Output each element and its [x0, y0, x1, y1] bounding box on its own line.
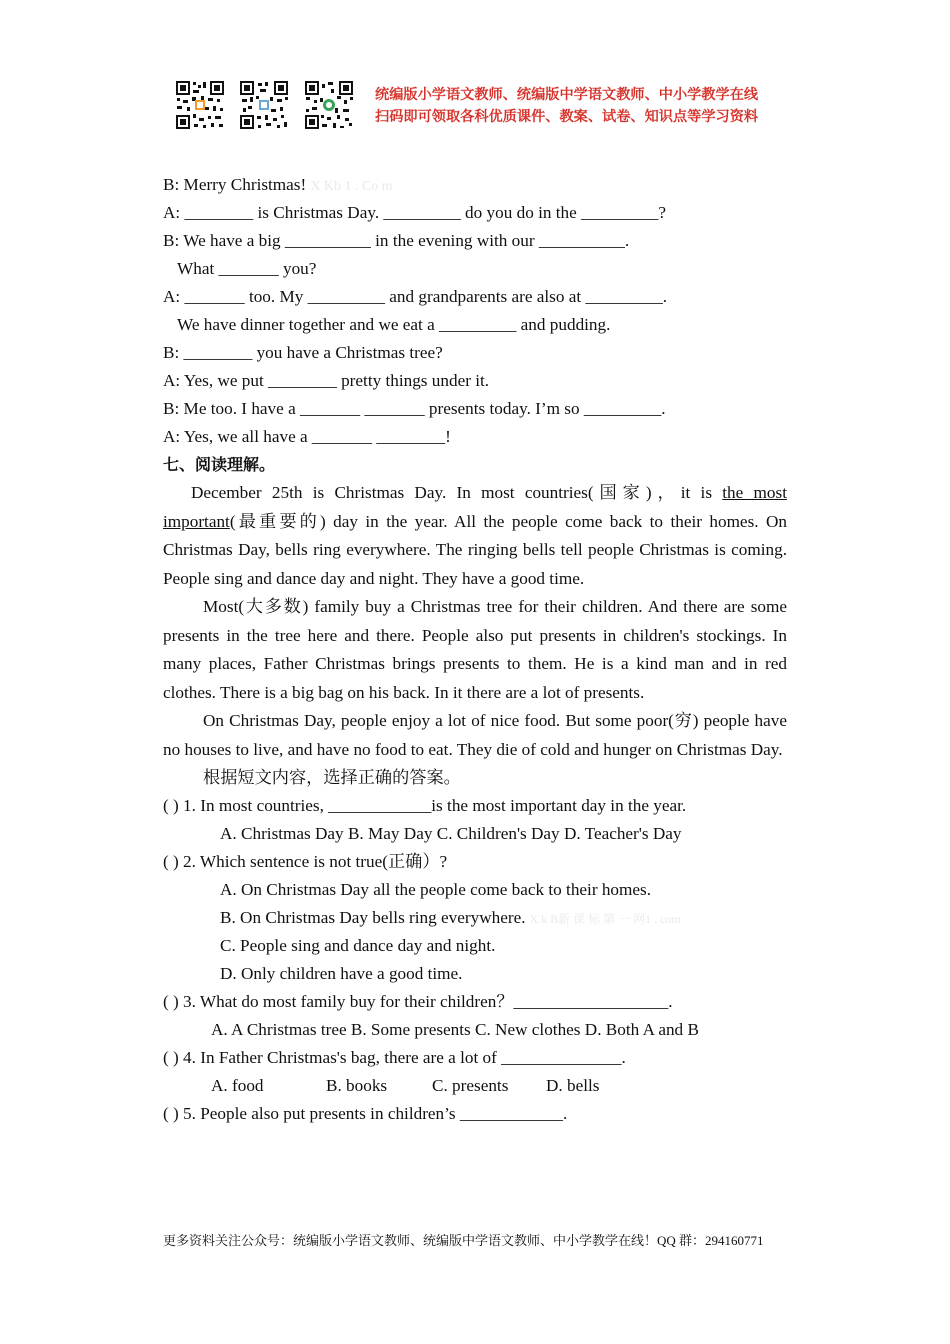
dialogue-line: B: ________ you have a Christmas tree?: [163, 343, 443, 362]
qr-code-3: [304, 80, 354, 130]
watermark-text: X Kb 1 . Co m: [310, 179, 393, 194]
instruction-text: 根据短文内容，选择正确的答案。: [203, 768, 461, 787]
question-1: ( ) 1. In most countries, ____________is the most important day in the year.: [163, 796, 687, 815]
reading-paragraph-2: Most(大多数) family buy a Christmas tree for their children. And there are some presents in the tree here and there. People also put presents in children's stockings. In many places, Father Christmas brings presents to them. He is a kind man and in red clothes. There is a big bag on his back. In it there are a lot of presents.: [163, 597, 787, 702]
dialogue-line: A: _______ too. My _________ and grandparents are also at _________.: [163, 287, 668, 306]
question-4: ( ) 4. In Father Christmas's bag, there are a lot of ______________.: [163, 1048, 626, 1067]
banner-line-1: 统编版小学语文教师、统编版中学语文教师、中小学教学在线: [375, 87, 759, 103]
worksheet-content: [163, 171, 787, 1128]
dialogue-line: We have dinner together and we eat a _________ and pudding.: [177, 315, 611, 334]
question-4-options: [163, 1072, 787, 1100]
header: [175, 80, 795, 132]
footer-note: 更多资料关注公众号：统编版小学语文教师、统编版中学语文教师、中小学教学在线！QQ 群：294160771: [163, 1233, 764, 1248]
dialogue-line: What _______ you?: [177, 259, 317, 278]
question-2-option-a: A. On Christmas Day all the people come back to their homes.: [220, 880, 652, 899]
reading-paragraph-3: On Christmas Day, people enjoy a lot of nice food. But some poor(穷) people have no houses to live, and have no food to eat. They die of cold and hunger on Christmas Day.: [163, 711, 787, 759]
dialogue-line: A: Yes, we all have a _______ ________!: [163, 427, 451, 446]
question-4-option-b: B. books: [326, 1076, 388, 1095]
question-2: ( ) 2. Which sentence is not true(正确）?: [163, 852, 448, 871]
dialogue-line: A: ________ is Christmas Day. _________ do you do in the _________?: [163, 203, 667, 222]
question-3-options: A. A Christmas tree B. Some presents C. New clothes D. Both A and B: [211, 1020, 699, 1039]
underlined-phrase: the most important: [163, 483, 787, 531]
watermark-text: X k B新 课 标 第 一 网1 . com: [529, 912, 681, 926]
question-5: ( ) 5. People also put presents in children’s ____________.: [163, 1104, 568, 1123]
reading-paragraph-1: December 25th is Christmas Day. In most countries(国家)，it is the most important(最重要的) day in the year. All the people come back to their homes. On Christmas Day, bells ring everywhere. The ringing bells tell people Christmas is coming. People sing and dance day and night. They have a good time.: [163, 483, 787, 588]
section-heading: 七、阅读理解。: [163, 455, 276, 474]
dialogue-line: A: Yes, we put ________ pretty things under it.: [163, 371, 490, 390]
question-2-option-d: D. Only children have a good time.: [220, 964, 463, 983]
question-2-option-c: C. People sing and dance day and night.: [220, 936, 496, 955]
qr-code-2: [239, 80, 289, 130]
question-4-option-a: A. food: [211, 1076, 264, 1095]
question-2-option-b: B. On Christmas Day bells ring everywhere. X k B新 课 标 第 一 网1 . com: [220, 908, 681, 927]
banner-line-2: 扫码即可领取各科优质课件、教案、试卷、知识点等学习资料: [375, 109, 759, 125]
dialogue-line: B: Me too. I have a _______ _______ presents today. I’m so _________.: [163, 399, 666, 418]
promo-banner: [375, 84, 758, 128]
question-1-options: A. Christmas Day B. May Day C. Children's Day D. Teacher's Day: [220, 824, 682, 843]
question-4-option-d: D. bells: [546, 1076, 600, 1095]
question-4-option-c: C. presents: [432, 1076, 509, 1095]
qr-code-1: [175, 80, 225, 130]
dialogue-line: B: Merry Christmas! X Kb 1 . Co m: [163, 175, 393, 194]
question-3: ( ) 3. What do most family buy for their children？__________________.: [163, 992, 673, 1011]
dialogue-section: [163, 171, 787, 451]
dialogue-line: B: We have a big __________ in the evening with our __________.: [163, 231, 630, 250]
